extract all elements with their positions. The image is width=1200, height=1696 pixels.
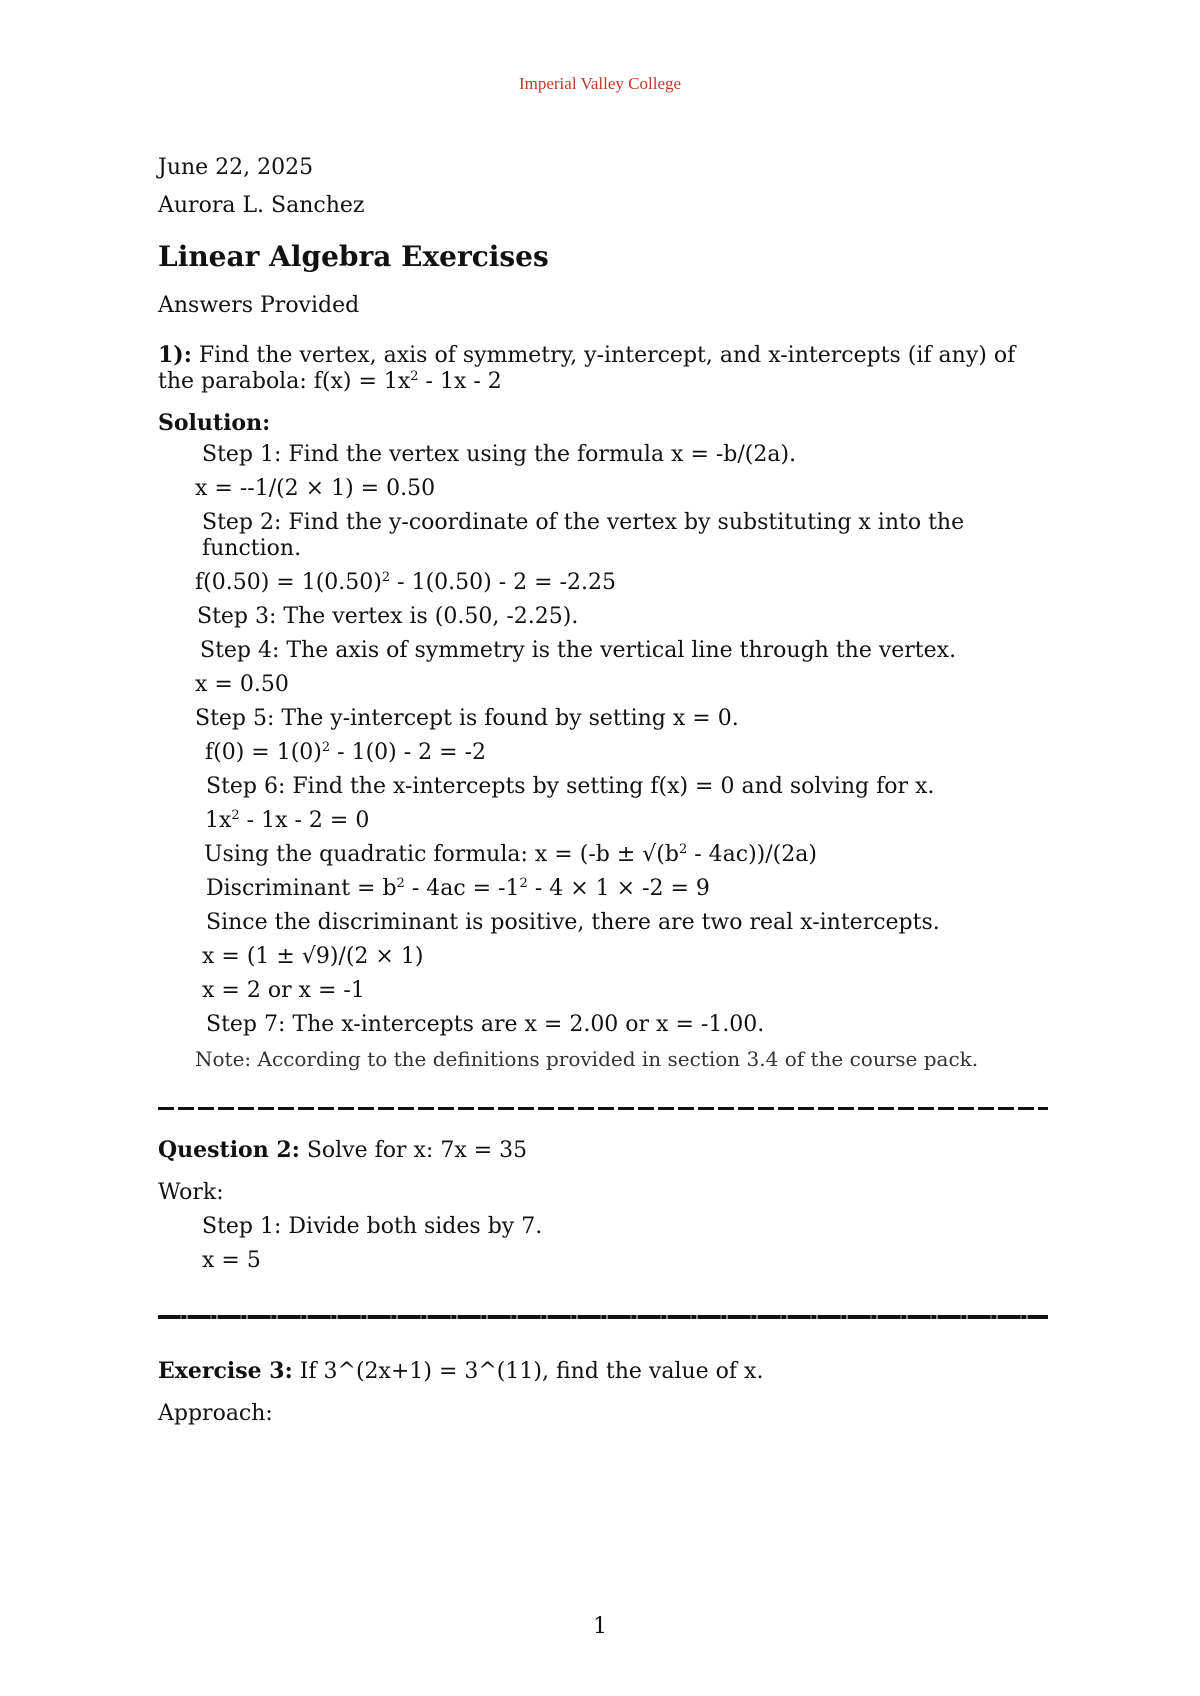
approach-label: Approach: xyxy=(158,1401,273,1426)
document-subtitle: Answers Provided xyxy=(158,293,360,318)
solution-step-2-result-a: f(0.50) = 1(0.50) xyxy=(195,570,382,595)
header-institution: Imperial Valley College xyxy=(518,74,682,93)
exercise-3-text: If 3^(2x+1) = 3^(11), find the value of x. xyxy=(292,1359,764,1384)
solution-step-1-result: x = --1/(2 × 1) = 0.50 xyxy=(195,476,436,501)
question-1-text-b: - 1x - 2 xyxy=(418,369,502,394)
solution-step-4-result: x = 0.50 xyxy=(195,672,289,697)
exercise-3-prompt xyxy=(158,1357,1048,1386)
document-title: Linear Algebra Exercises xyxy=(158,240,549,273)
discriminant-line xyxy=(206,875,1048,903)
question-1-exponent: 2 xyxy=(410,369,419,384)
solution-step-3: Step 3: The vertex is (0.50, -2.25). xyxy=(197,604,579,629)
question-2-prompt xyxy=(158,1136,1048,1165)
question-2-label: Question 2: xyxy=(158,1137,300,1163)
discriminant-exp-1: 2 xyxy=(396,876,405,891)
section-divider-1 xyxy=(158,1107,1048,1110)
solution-step-6-equation-b: - 1x - 2 = 0 xyxy=(239,808,370,833)
author-line: Aurora L. Sanchez xyxy=(158,193,365,218)
solution-step-6-equation-exp: 2 xyxy=(231,808,240,823)
solution-step-1: Step 1: Find the vertex using the formula x = -b/(2a). xyxy=(202,442,797,467)
solution-step-6: Step 6: Find the x-intercepts by setting f(x) = 0 and solving for x. xyxy=(206,774,935,799)
solution-label: Solution: xyxy=(158,410,271,436)
quadratic-formula-b: - 4ac))/(2a) xyxy=(687,842,817,867)
question-2-step-1: Step 1: Divide both sides by 7. xyxy=(202,1214,543,1239)
solution-step-2-result-b: - 1(0.50) - 2 = -2.25 xyxy=(390,570,616,595)
solution-note: Note: According to the definitions provided in section 3.4 of the course pack. xyxy=(195,1047,979,1071)
solution-steps xyxy=(158,441,1048,1073)
work-label: Work: xyxy=(158,1180,224,1205)
discriminant-exp-2: 2 xyxy=(519,876,528,891)
quadratic-formula-a: Using the quadratic formula: x = (-b ± √(b xyxy=(204,842,679,867)
page-number: 1 xyxy=(593,1614,607,1639)
section-divider-2 xyxy=(158,1315,1048,1319)
document-body xyxy=(158,154,1048,1428)
roots-result-line: x = 2 or x = -1 xyxy=(202,978,365,1003)
question-1-label: 1): xyxy=(158,342,192,368)
quadratic-formula-exp: 2 xyxy=(678,842,688,857)
roots-formula-line: x = (1 ± √9)/(2 × 1) xyxy=(202,944,424,969)
exercise-3-label: Exercise 3: xyxy=(158,1358,293,1384)
solution-step-6-equation-a: 1x xyxy=(205,808,232,833)
discriminant-conclusion: Since the discriminant is positive, there are two real x-intercepts. xyxy=(206,910,940,935)
solution-step-5-result-b: - 1(0) - 2 = -2 xyxy=(330,740,487,765)
solution-step-5-result-exp: 2 xyxy=(321,740,331,755)
date-line: June 22, 2025 xyxy=(158,155,314,180)
solution-step-4: Step 4: The axis of symmetry is the vertical line through the vertex. xyxy=(200,638,957,663)
question-1-prompt xyxy=(158,342,1028,395)
solution-step-7: Step 7: The x-intercepts are x = 2.00 or x = -1.00. xyxy=(206,1012,765,1037)
discriminant-c: - 4 × 1 × -2 = 9 xyxy=(527,876,710,901)
solution-step-2-result xyxy=(195,569,1048,597)
solution-step-5-result-a: f(0) = 1(0) xyxy=(205,740,322,765)
question-2-result: x = 5 xyxy=(202,1248,261,1273)
question-2-text: Solve for x: 7x = 35 xyxy=(299,1138,528,1163)
solution-step-2: Step 2: Find the y-coordinate of the vertex by substituting x into the xyxy=(202,510,965,535)
solution-step-2-result-exp: 2 xyxy=(381,570,391,585)
solution-step-2-cont: function. xyxy=(202,536,302,561)
quadratic-formula-line xyxy=(204,841,1048,869)
question-1-text-a: Find the vertex, axis of symmetry, y-intercept, and x-intercepts (if any) of the parabola: f(x) = 1x xyxy=(158,343,1016,394)
solution-step-5: Step 5: The y-intercept is found by setting x = 0. xyxy=(195,706,739,731)
solution-step-5-result xyxy=(205,739,1048,767)
discriminant-b: - 4ac = -1 xyxy=(404,876,520,901)
discriminant-a: Discriminant = b xyxy=(206,876,397,901)
solution-step-6-equation xyxy=(205,807,1048,835)
